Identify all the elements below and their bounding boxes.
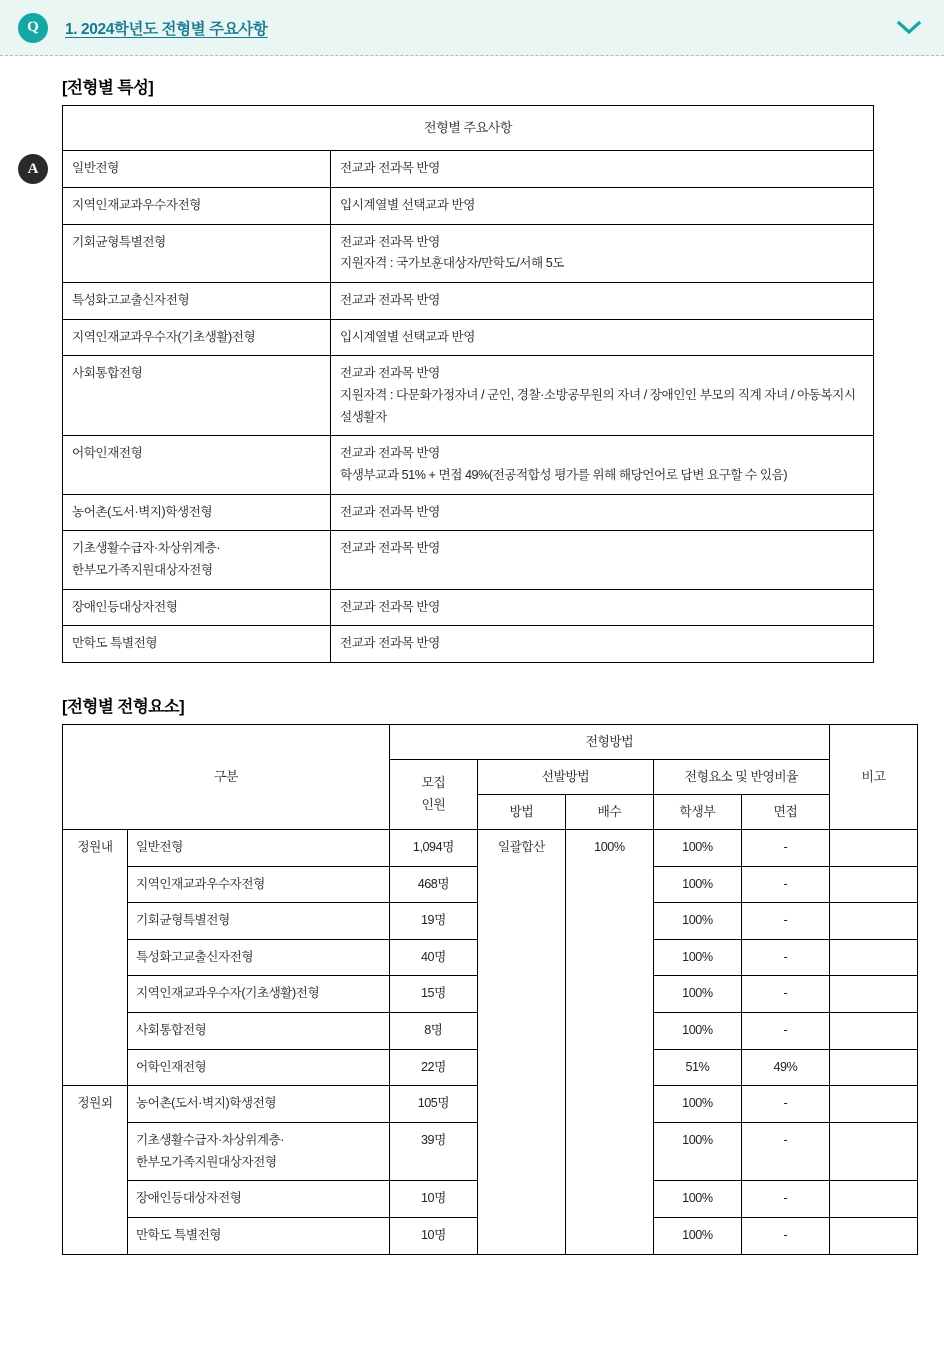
remark-value <box>829 1123 917 1181</box>
admission-type-name: 농어촌(도서·벽지)학생전형 <box>127 1086 389 1123</box>
interview-ratio-value: - <box>741 1013 829 1050</box>
record-ratio-value: 100% <box>653 939 741 976</box>
interview-ratio-value: - <box>741 1086 829 1123</box>
remark-value <box>829 1049 917 1086</box>
remark-value <box>829 1181 917 1218</box>
table-row <box>63 436 874 494</box>
question-badge: Q <box>18 13 48 43</box>
header-selection-method: 방법 <box>477 794 565 829</box>
selection-multiple-value: 100% <box>565 829 653 1254</box>
admission-type-name: 특성화고교출신자전형 <box>127 939 389 976</box>
interview-ratio-value: - <box>741 866 829 903</box>
detail-line: 전교과 전과목 반영 <box>340 446 440 461</box>
record-ratio-value: 100% <box>653 1123 741 1181</box>
admission-type-name: 기회균형특별전형 <box>127 903 389 940</box>
admission-type-name: 어학인재전형 <box>127 1049 389 1086</box>
header-factor-record: 학생부 <box>653 794 741 829</box>
admission-type-detail <box>331 224 874 282</box>
admission-type-name: 농어촌(도서·벽지)학생전형 <box>63 494 331 531</box>
record-ratio-value: 100% <box>653 1013 741 1050</box>
detail-line: 전교과 전과목 반영 <box>340 599 440 614</box>
admission-type-detail <box>331 626 874 663</box>
remark-value <box>829 1218 917 1255</box>
table-row <box>63 188 874 225</box>
admission-type-name: 지역인재교과우수자전형 <box>63 188 331 225</box>
record-ratio-value: 51% <box>653 1049 741 1086</box>
admission-type-detail <box>331 356 874 436</box>
remark-value <box>829 939 917 976</box>
interview-ratio-value: - <box>741 1218 829 1255</box>
detail-line: 전교과 전과목 반영 <box>340 636 440 651</box>
admission-type-name: 일반전형 <box>63 151 331 188</box>
admission-features-table <box>62 105 874 663</box>
table-row <box>63 224 874 282</box>
detail-line: 전교과 전과목 반영 <box>340 541 440 556</box>
admission-type-name: 지역인재교과우수자(기초생활)전형 <box>63 319 331 356</box>
detail-line: 전교과 전과목 반영 <box>340 366 440 381</box>
capacity-value: 105명 <box>389 1086 477 1123</box>
admission-type-name: 장애인등대상자전형 <box>127 1181 389 1218</box>
remark-value <box>829 829 917 866</box>
admission-type-detail <box>331 188 874 225</box>
admission-type-name: 기회균형특별전형 <box>63 224 331 282</box>
detail-line: 전교과 전과목 반영 <box>340 504 440 519</box>
table-row <box>63 319 874 356</box>
group-label-out-quota: 정원외 <box>63 1086 128 1254</box>
interview-ratio-value: - <box>741 1181 829 1218</box>
header-selection-group: 선발방법 <box>477 759 653 794</box>
group-label-in-quota: 정원내 <box>63 829 128 1086</box>
admission-type-name: 어학인재전형 <box>63 436 331 494</box>
remark-value <box>829 866 917 903</box>
interview-ratio-value: - <box>741 903 829 940</box>
record-ratio-value: 100% <box>653 866 741 903</box>
admission-type-name: 특성화고교출신자전형 <box>63 282 331 319</box>
detail-line: 학생부교과 51% + 면접 49%(전공적합성 평가를 위해 해당언어로 답변 요구할 수 있음) <box>340 467 788 482</box>
table-header-row <box>63 724 918 759</box>
admission-type-detail <box>331 319 874 356</box>
name-line: 기초생활수급자·차상위계층· <box>72 541 221 556</box>
interview-ratio-value: - <box>741 976 829 1013</box>
record-ratio-value: 100% <box>653 1181 741 1218</box>
admission-type-name: 일반전형 <box>127 829 389 866</box>
question-header[interactable] <box>0 0 944 56</box>
admission-type-name: 지역인재교과우수자(기초생활)전형 <box>127 976 389 1013</box>
admission-type-name: 지역인재교과우수자전형 <box>127 866 389 903</box>
admission-type-detail <box>331 531 874 589</box>
header-capacity <box>389 759 477 829</box>
admission-type-detail <box>331 494 874 531</box>
detail-line: 전교과 전과목 반영 <box>340 234 440 249</box>
record-ratio-value: 100% <box>653 903 741 940</box>
capacity-value: 10명 <box>389 1181 477 1218</box>
chevron-down-icon[interactable] <box>896 20 922 36</box>
detail-line: 지원자격 : 국가보훈대상자/만학도/서해 5도 <box>340 256 565 271</box>
header-division: 구분 <box>63 724 390 829</box>
admission-type-name: 만학도 특별전형 <box>63 626 331 663</box>
features-section-heading: [전형별 특성] <box>62 79 154 97</box>
detail-line: 지원자격 : 다문화가정자녀 / 군인, 경찰·소방공무원의 자녀 / 장애인인 부모의 직계 자녀 / 아동복지시설생활자 <box>340 387 856 424</box>
header-selection-multiple: 배수 <box>565 794 653 829</box>
capacity-value: 15명 <box>389 976 477 1013</box>
table-header-row <box>63 106 874 151</box>
record-ratio-value: 100% <box>653 1218 741 1255</box>
detail-line: 전교과 전과목 반영 <box>340 161 440 176</box>
capacity-value: 19명 <box>389 903 477 940</box>
record-ratio-value: 100% <box>653 976 741 1013</box>
table-row <box>63 494 874 531</box>
header-capacity-line: 인원 <box>421 797 446 813</box>
capacity-value: 39명 <box>389 1123 477 1181</box>
remark-value <box>829 976 917 1013</box>
elements-section-heading: [전형별 전형요소] <box>62 697 185 716</box>
header-factor-group: 전형요소 및 반영비율 <box>653 759 829 794</box>
detail-line: 전교과 전과목 반영 <box>340 292 440 307</box>
answer-body <box>0 56 944 1275</box>
header-factor-interview: 면접 <box>741 794 829 829</box>
admission-type-name: 사회통합전형 <box>63 356 331 436</box>
table-row <box>63 151 874 188</box>
selection-method-value: 일괄합산 <box>477 829 565 1254</box>
table-row <box>63 829 918 866</box>
name-line: 한부모가족지원대상자전형 <box>72 562 213 577</box>
record-ratio-value: 100% <box>653 829 741 866</box>
answer-badge: A <box>18 154 48 184</box>
admission-type-name: 장애인등대상자전형 <box>63 589 331 626</box>
admission-type-name: 만학도 특별전형 <box>127 1218 389 1255</box>
capacity-value: 468명 <box>389 866 477 903</box>
header-capacity-line: 모집 <box>421 775 446 791</box>
admission-elements-table <box>62 724 918 1255</box>
detail-line: 입시계열별 선택교과 반영 <box>340 198 475 213</box>
capacity-value: 1,094명 <box>389 829 477 866</box>
admission-type-name <box>127 1123 389 1181</box>
admission-type-detail <box>331 151 874 188</box>
capacity-value: 8명 <box>389 1013 477 1050</box>
interview-ratio-value: - <box>741 1123 829 1181</box>
name-line: 기초생활수급자·차상위계층· <box>135 1133 285 1148</box>
table-row <box>63 589 874 626</box>
remark-value <box>829 1013 917 1050</box>
remark-value <box>829 903 917 940</box>
capacity-value: 22명 <box>389 1049 477 1086</box>
features-table-title: 전형별 주요사항 <box>63 106 874 151</box>
interview-ratio-value: - <box>741 939 829 976</box>
admission-type-detail <box>331 436 874 494</box>
admission-type-name <box>63 531 331 589</box>
remark-value <box>829 1086 917 1123</box>
capacity-value: 10명 <box>389 1218 477 1255</box>
interview-ratio-value: 49% <box>741 1049 829 1086</box>
header-method-group: 전형방법 <box>389 724 829 759</box>
admission-type-detail <box>331 589 874 626</box>
admission-type-detail <box>331 282 874 319</box>
admission-type-name: 사회통합전형 <box>127 1013 389 1050</box>
interview-ratio-value: - <box>741 829 829 866</box>
table-row <box>63 531 874 589</box>
table-row <box>63 282 874 319</box>
header-remark: 비고 <box>829 724 917 829</box>
record-ratio-value: 100% <box>653 1086 741 1123</box>
table-row <box>63 356 874 436</box>
detail-line: 입시계열별 선택교과 반영 <box>340 329 475 344</box>
capacity-value: 40명 <box>389 939 477 976</box>
name-line: 한부모가족지원대상자전형 <box>135 1154 277 1169</box>
table-row <box>63 626 874 663</box>
question-title-link[interactable]: 1. 2024학년도 전형별 주요사항 <box>65 20 268 38</box>
